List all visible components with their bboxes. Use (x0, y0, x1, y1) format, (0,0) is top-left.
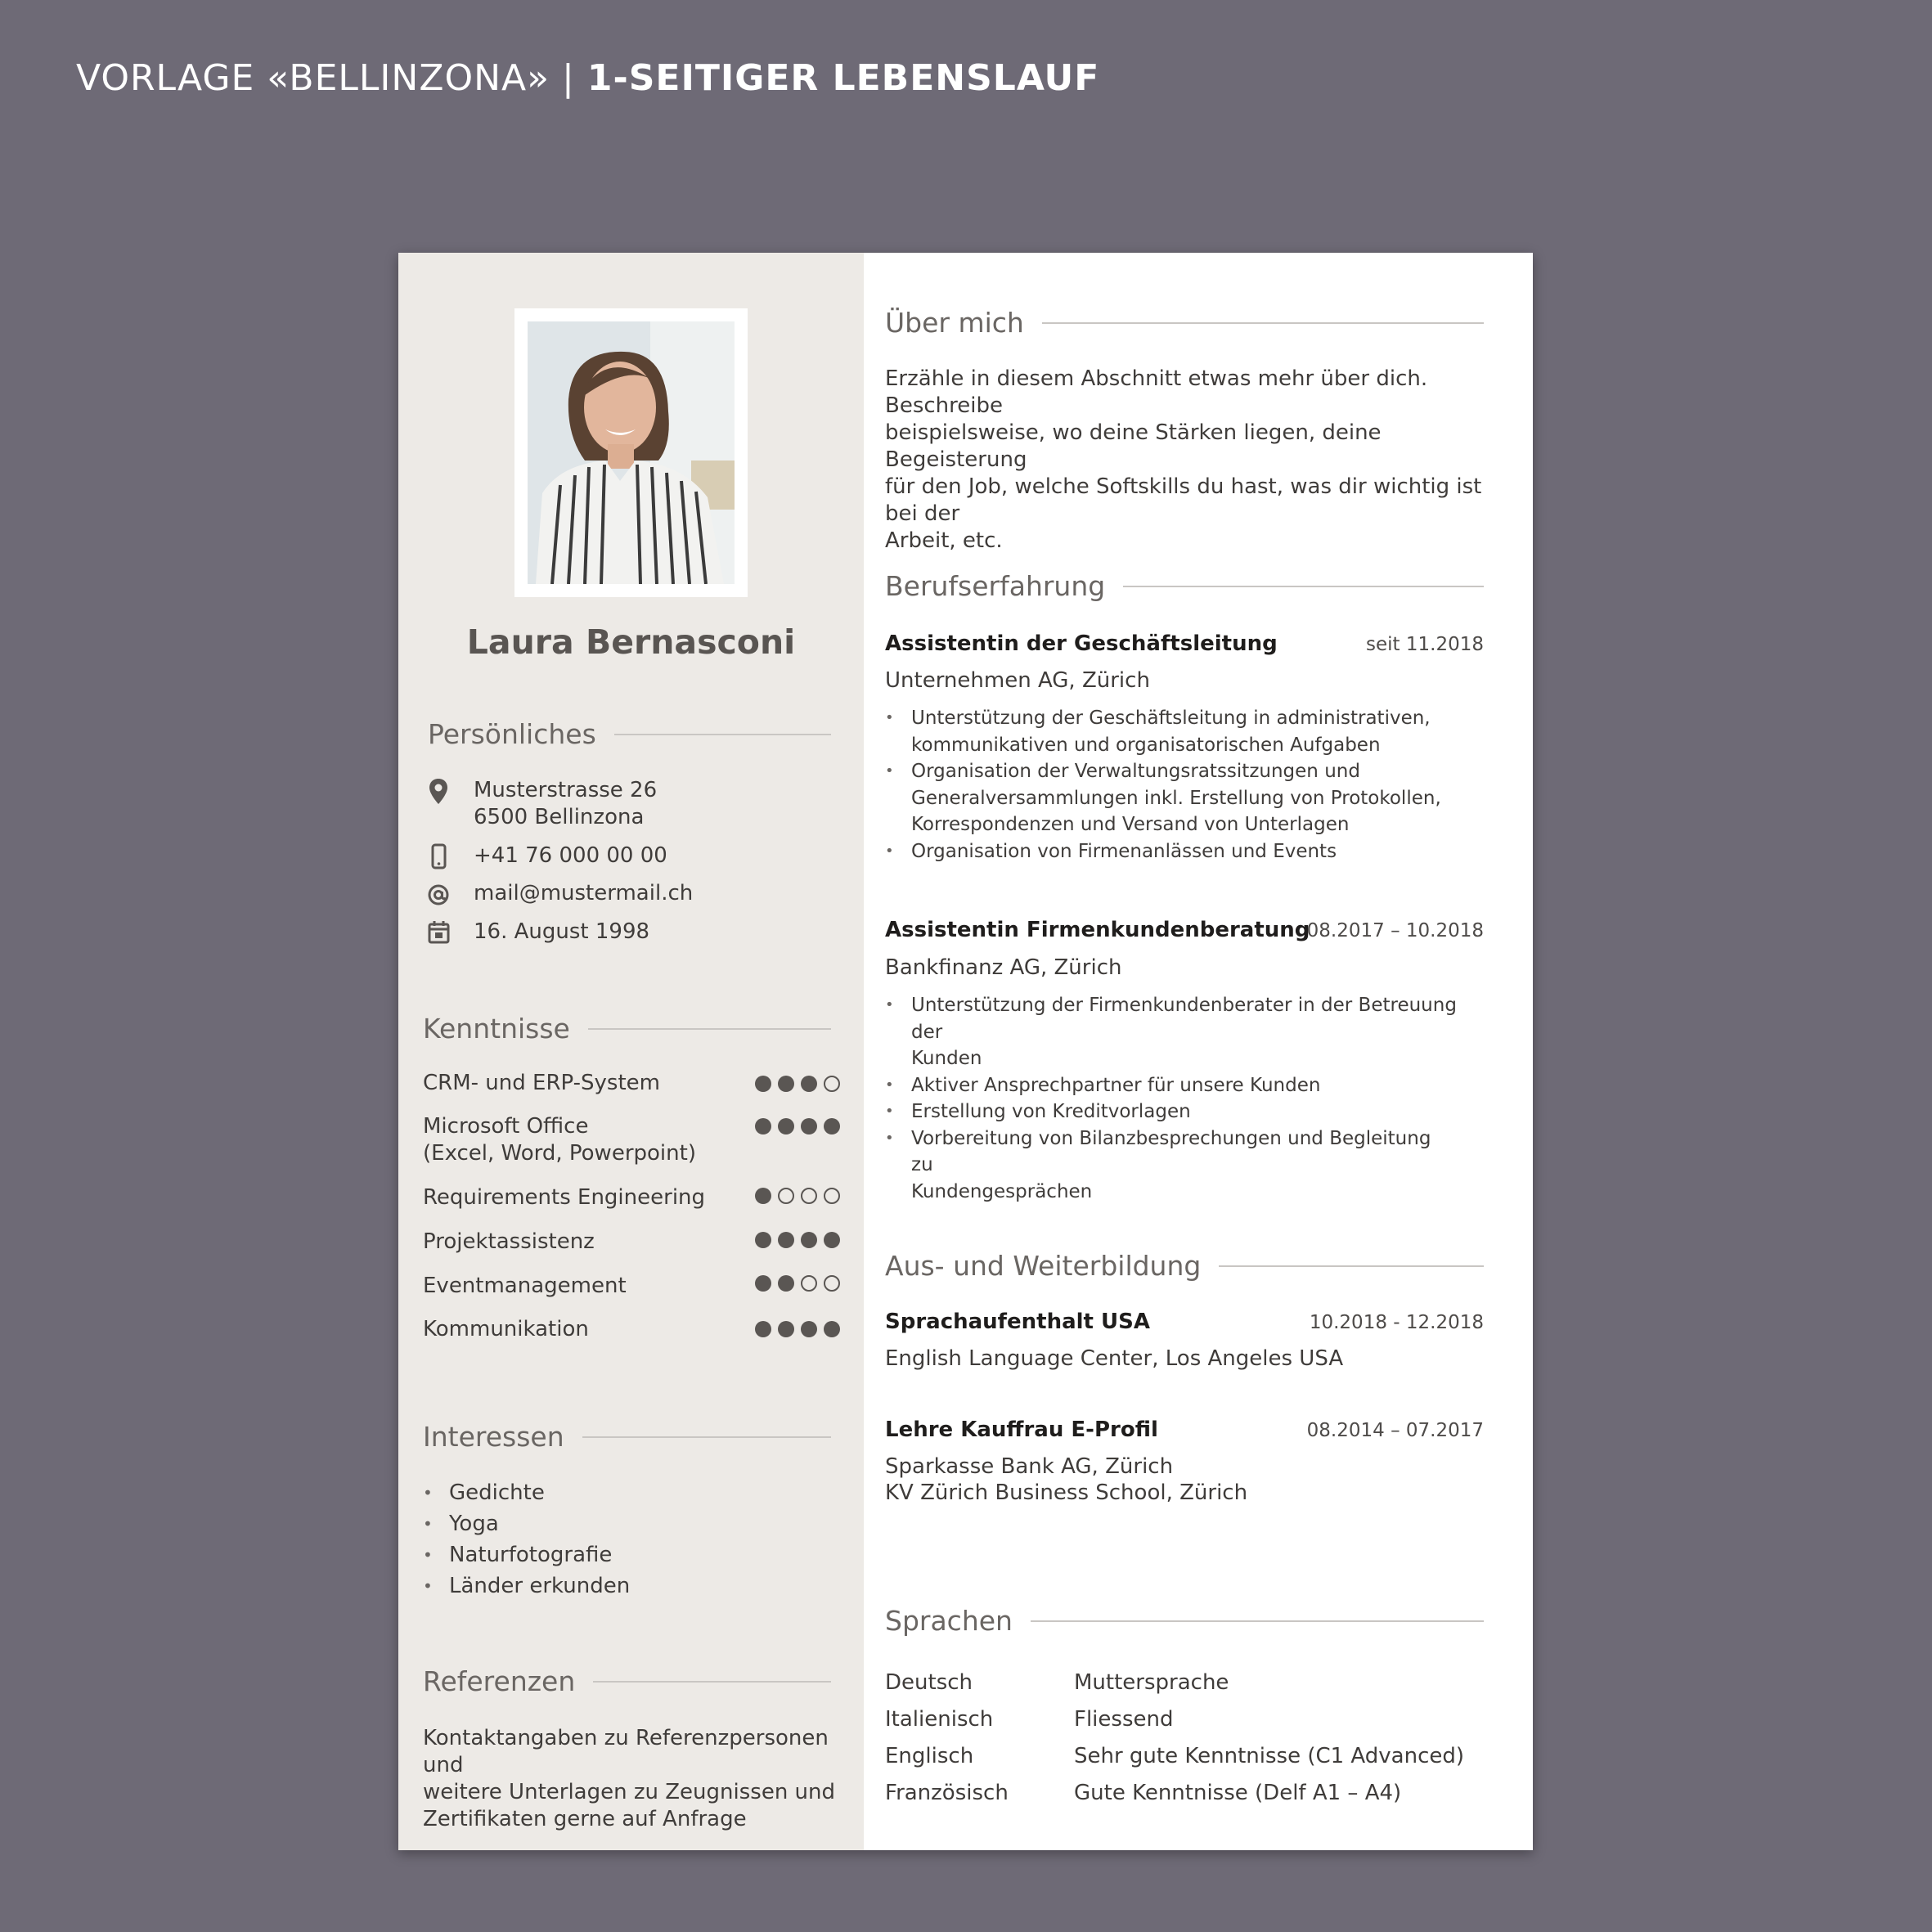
skill-rating (755, 1118, 847, 1134)
personal-heading (428, 718, 831, 750)
interest-item: • Yoga (423, 1508, 630, 1539)
experience-heading-text: Berufserfahrung (885, 570, 1106, 602)
skill-label: Eventmanagement (423, 1274, 627, 1298)
skill-rating (755, 1232, 847, 1248)
references-line: weitere Unterlagen zu Zeugnissen und (423, 1780, 836, 1804)
language-level: Gute Kenntnisse (Delf A1 – A4) (1074, 1781, 1402, 1805)
job-bullet: • Unterstützung der Firmenkundenberater in der Betreuung der Kunden (885, 992, 1458, 1072)
skill-label: Microsoft Office (423, 1114, 589, 1139)
job-bullet: • Erstellung von Kreditvorlagen (885, 1099, 1458, 1126)
divider (1123, 586, 1484, 587)
language-level: Fliessend (1074, 1707, 1174, 1732)
divider (593, 1681, 831, 1683)
rating-dot-empty (801, 1275, 817, 1292)
rating-dot-filled (824, 1232, 840, 1248)
email-address: mail@mustermail.ch (474, 881, 694, 905)
rating-dot-filled (801, 1232, 817, 1248)
calendar-icon (426, 919, 451, 948)
contact-email (426, 880, 693, 910)
banner-bold: 1-SEITIGER LEBENSLAUF (586, 57, 1100, 99)
job-org: Bankfinanz AG, Zürich (885, 955, 1122, 980)
divider (582, 1436, 831, 1438)
education-org-line: KV Zürich Business School, Zürich (885, 1480, 1248, 1505)
rating-dot-filled (755, 1118, 771, 1134)
rating-dot-filled (755, 1321, 771, 1337)
birthdate: 16. August 1998 (474, 919, 650, 944)
rating-dot-filled (801, 1118, 817, 1134)
job-bullet: • Aktiver Ansprechpartner für unsere Kunden (885, 1072, 1458, 1099)
profile-photo (514, 308, 748, 597)
skill-label: Kommunikation (423, 1317, 589, 1341)
job-bullets (885, 705, 1458, 865)
education-heading-text: Aus- und Weiterbildung (885, 1250, 1202, 1282)
address-line2: 6500 Bellinzona (474, 805, 645, 829)
phone-number: +41 76 000 00 00 (474, 843, 667, 868)
divider (614, 734, 831, 735)
references-heading-text: Referenzen (423, 1665, 576, 1697)
education-org: English Language Center, Los Angeles USA (885, 1346, 1344, 1371)
education-org (885, 1453, 1247, 1506)
rating-dot-filled (778, 1321, 794, 1337)
page-banner (76, 57, 1099, 99)
education-title: Lehre Kauffrau E-Profil (885, 1418, 1158, 1442)
job-bullet: • Vorbereitung von Bilanzbesprechungen und Begleitung zu Kundengesprächen (885, 1126, 1458, 1206)
languages-heading-text: Sprachen (885, 1605, 1013, 1637)
rating-dot-filled (824, 1321, 840, 1337)
personal-heading-text: Persönliches (428, 718, 596, 750)
location-pin-icon (426, 777, 451, 806)
rating-dot-empty (824, 1275, 840, 1292)
language-name: Deutsch (885, 1670, 973, 1695)
rating-dot-filled (778, 1275, 794, 1292)
profile-photo-image (528, 321, 735, 584)
education-date: 10.2018 - 12.2018 (1309, 1312, 1484, 1333)
rating-dot-filled (824, 1118, 840, 1134)
skill-item (423, 1113, 840, 1167)
job-bullet: • Unterstützung der Geschäftsleitung in administrativen, kommunikativen und organisatorischen Aufgaben (885, 705, 1458, 758)
interests-list (423, 1477, 630, 1602)
rating-dot-empty (824, 1188, 840, 1204)
language-row (885, 1707, 1173, 1732)
about-line: beispielsweise, wo deine Stärken liegen, deine Begeisterung (885, 420, 1382, 472)
language-name: Französisch (885, 1781, 1009, 1805)
about-heading-text: Über mich (885, 307, 1024, 339)
skill-item (423, 1316, 840, 1343)
skill-item (423, 1184, 840, 1211)
about-line: für den Job, welche Softskills du hast, was dir wichtig ist bei der (885, 474, 1482, 526)
contact-address (426, 777, 657, 831)
language-level: Sehr gute Kenntnisse (C1 Advanced) (1074, 1744, 1465, 1768)
experience-heading (885, 570, 1484, 602)
job-org: Unternehmen AG, Zürich (885, 668, 1150, 693)
phone-icon (426, 842, 451, 872)
language-level: Muttersprache (1074, 1670, 1229, 1695)
banner-prefix: VORLAGE «BELLINZONA» | (76, 57, 587, 99)
skill-item (423, 1229, 840, 1256)
interest-item: • Länder erkunden (423, 1570, 630, 1602)
skills-heading-text: Kenntnisse (423, 1013, 570, 1045)
skill-item (423, 1070, 840, 1097)
rating-dot-filled (755, 1275, 771, 1292)
education-heading (885, 1250, 1484, 1282)
contact-phone (426, 842, 667, 872)
resume-page (398, 253, 1533, 1850)
rating-dot-filled (778, 1076, 794, 1092)
references-heading (423, 1665, 831, 1697)
references-line: Kontaktangaben zu Referenzpersonen und (423, 1726, 829, 1777)
interests-heading-text: Interessen (423, 1421, 564, 1453)
rating-dot-empty (778, 1188, 794, 1204)
skill-rating (755, 1188, 847, 1204)
job-bullet: • Organisation der Verwaltungsratssitzungen und Generalversammlungen inkl. Erstellung von Protokollen, Korrespondenzen und Versand von Unterlagen (885, 758, 1458, 838)
about-line: Erzähle in diesem Abschnitt etwas mehr über dich. Beschreibe (885, 366, 1428, 418)
interest-item: • Naturfotografie (423, 1539, 630, 1570)
language-name: Englisch (885, 1744, 974, 1768)
education-title: Sprachaufenthalt USA (885, 1310, 1150, 1334)
address-line1: Musterstrasse 26 (474, 778, 658, 802)
language-row (885, 1744, 1464, 1768)
divider (1031, 1620, 1484, 1622)
rating-dot-filled (755, 1076, 771, 1092)
job-bullet: • Organisation von Firmenanlässen und Events (885, 838, 1458, 865)
about-text (885, 366, 1490, 555)
language-row (885, 1781, 1401, 1805)
rating-dot-empty (801, 1188, 817, 1204)
interests-heading (423, 1421, 831, 1453)
interest-item: • Gedichte (423, 1477, 630, 1508)
references-text (423, 1725, 864, 1833)
profile-name: Laura Bernasconi (466, 622, 796, 662)
skills-heading (423, 1013, 831, 1045)
job-title: Assistentin der Geschäftsleitung (885, 631, 1278, 656)
language-name: Italienisch (885, 1707, 994, 1732)
job-date: 08.2017 – 10.2018 (1306, 920, 1484, 941)
about-heading (885, 307, 1484, 339)
rating-dot-filled (755, 1232, 771, 1248)
skill-label: CRM- und ERP-System (423, 1071, 660, 1095)
skill-label: Requirements Engineering (423, 1185, 706, 1210)
rating-dot-empty (824, 1076, 840, 1092)
languages-heading (885, 1605, 1484, 1637)
rating-dot-filled (801, 1076, 817, 1092)
language-row (885, 1670, 1229, 1695)
divider (588, 1028, 831, 1030)
rating-dot-filled (801, 1321, 817, 1337)
rating-dot-filled (755, 1188, 771, 1204)
divider (1042, 322, 1484, 324)
references-line: Zertifikaten gerne auf Anfrage (423, 1807, 747, 1831)
skill-item (423, 1273, 840, 1300)
skill-label: Projektassistenz (423, 1229, 595, 1254)
rating-dot-filled (778, 1118, 794, 1134)
education-date: 08.2014 – 07.2017 (1306, 1420, 1484, 1441)
job-bullets (885, 992, 1458, 1205)
skill-rating (755, 1275, 847, 1292)
education-org-line: Sparkasse Bank AG, Zürich (885, 1454, 1174, 1479)
skill-rating (755, 1076, 847, 1092)
job-date: seit 11.2018 (1366, 634, 1484, 655)
sidebar (398, 253, 864, 1850)
skill-label-detail: (Excel, Word, Powerpoint) (423, 1141, 696, 1166)
at-sign-icon (426, 880, 451, 910)
rating-dot-filled (778, 1232, 794, 1248)
about-line: Arbeit, etc. (885, 528, 1003, 553)
divider (1219, 1265, 1484, 1267)
job-title: Assistentin Firmenkundenberatung (885, 918, 1310, 942)
contact-birthdate (426, 919, 649, 948)
skill-rating (755, 1321, 847, 1337)
